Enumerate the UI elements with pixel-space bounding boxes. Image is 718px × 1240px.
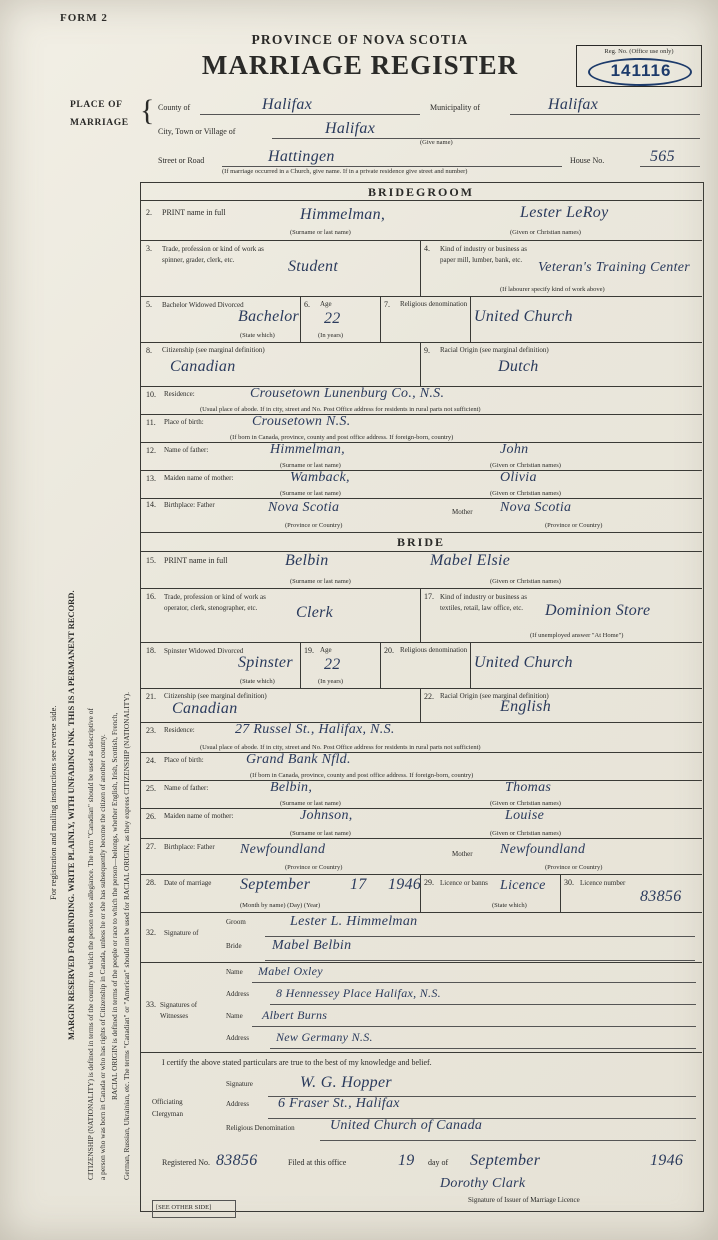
groom-birthplace-value: Crousetown N.S.: [252, 414, 351, 429]
issuer-signature-label: Signature of Issuer of Marriage Licence: [468, 1196, 580, 1204]
witness-label: Signatures of Witnesses: [160, 1001, 198, 1020]
groom-row6-label: Age: [320, 300, 332, 308]
groom-row12-sub-right: (Given or Christian names): [490, 462, 561, 469]
house-no-label: House No.: [570, 156, 605, 165]
groom-row4-label: Kind of industry or business as paper mill, lumber, bank, etc.: [440, 245, 527, 264]
bride-marital-value: Spinster: [238, 654, 293, 671]
groom-father-surname-value: Himmelman,: [270, 442, 345, 457]
bride-row21-num: 21.: [146, 692, 156, 701]
date-day-value: 17: [350, 876, 367, 893]
groom-mother-surname-value: Wamback,: [290, 470, 350, 485]
county-label: County of: [158, 103, 191, 112]
filed-year-value: 1946: [650, 1152, 684, 1169]
bride-row27-sub-right: (Province or Country): [545, 864, 603, 871]
city-label: City, Town or Village of: [158, 127, 236, 136]
licence-label: Licence or banns: [440, 879, 488, 887]
bride-row18-num: 18.: [146, 646, 156, 655]
groom-row2-sub-left: (Surname or last name): [290, 229, 351, 236]
groom-row11-sub: (If born in Canada, province, county and post office address. If foreign-born, country): [230, 434, 454, 441]
witness1-name-value: Mabel Oxley: [258, 964, 323, 978]
bride-racial-origin-value: English: [500, 698, 551, 715]
street-note: (If marriage occurred in a Church, give name. If in a private residence give street and number): [222, 168, 468, 175]
issuer-signature-value: Dorothy Clark: [440, 1176, 526, 1191]
bride-row21-label: Citizenship (see marginal definition): [164, 692, 267, 700]
witness2-address-value: New Germany N.S.: [276, 1030, 373, 1044]
groom-row7-num: 7.: [384, 300, 390, 309]
clergy-address-label: Address: [226, 1100, 249, 1108]
religious-denomination-value: United Church of Canada: [330, 1118, 483, 1133]
groom-row13-sub-right: (Given or Christian names): [490, 490, 561, 497]
signature-num: 32.: [146, 928, 156, 937]
groom-row3-label: Trade, profession or kind of work as spinner, grader, clerk, etc.: [162, 245, 264, 264]
groom-row9-label: Racial Origin (see marginal definition): [440, 346, 549, 354]
groom-row5-sub: (State which): [240, 332, 275, 339]
groom-row14-sub-left: (Province or Country): [285, 522, 343, 529]
place-of-label-2: MARRIAGE: [70, 118, 129, 128]
groom-row7-label: Religious denomination: [400, 300, 468, 308]
bride-row20-num: 20.: [384, 646, 394, 655]
bride-surname-value: Belbin: [285, 552, 329, 569]
signature-bride-value: Mabel Belbin: [272, 938, 352, 953]
bride-mother-given-value: Louise: [505, 808, 545, 823]
groom-racial-origin-value: Dutch: [498, 358, 539, 375]
signature-groom-label: Groom: [226, 918, 246, 926]
bride-birthplace-value: Grand Bank Nfld.: [246, 752, 351, 767]
groom-row12-sub-left: (Surname or last name): [280, 462, 341, 469]
day-of-label: day of: [428, 1158, 449, 1167]
groom-row13-label: Maiden name of mother:: [164, 474, 234, 482]
groom-mother-given-value: Olivia: [500, 470, 537, 485]
groom-marital-value: Bachelor: [238, 308, 300, 325]
bride-row26-sub-left: (Surname or last name): [290, 830, 351, 837]
groom-row6-sub: (In years): [318, 332, 344, 339]
bride-row15-label: PRINT name in full: [164, 556, 228, 565]
bride-row17-label: Kind of industry or business as textiles, retail, law office, etc.: [440, 593, 527, 612]
bride-row19-num: 19.: [304, 646, 314, 655]
filed-month-value: September: [470, 1152, 541, 1169]
place-brace: {: [140, 94, 155, 127]
groom-row8-label: Citizenship (see marginal definition): [162, 346, 265, 354]
bride-row16-num: 16.: [146, 592, 156, 601]
street-label: Street or Road: [158, 156, 205, 165]
groom-row2-label: PRINT name in full: [162, 208, 226, 217]
groom-row8-num: 8.: [146, 346, 152, 355]
bride-row25-label: Name of father:: [164, 784, 209, 792]
margin-instructions: For registration and mailing instructions see reverse side.: [48, 705, 58, 900]
bride-row26-sub-right: (Given or Christian names): [490, 830, 561, 837]
bride-row27-sub-left: (Province or Country): [285, 864, 343, 871]
groom-row6-num: 6.: [304, 300, 310, 309]
bride-row18-sub: (State which): [240, 678, 275, 685]
house-no-value: 565: [650, 148, 675, 165]
groom-row14-label-right: Mother: [452, 508, 473, 516]
registration-number-value: 141116: [610, 61, 672, 80]
groom-surname-value: Himmelman,: [300, 206, 386, 223]
groom-row11-label: Place of birth:: [164, 418, 204, 426]
witness2-name-label: Name: [226, 1012, 243, 1020]
groom-industry-value: Veteran's Training Center: [538, 260, 691, 275]
section-bride: BRIDE: [396, 535, 445, 549]
groom-father-birthplace-value: Nova Scotia: [268, 500, 340, 515]
groom-row10-sub: (Usual place of abode. If in city, street and No. Post Office address for residents in rural parts not sufficient): [200, 406, 481, 413]
groom-row10-num: 10.: [146, 390, 156, 399]
bride-row22-label: Racial Origin (see marginal definition): [440, 692, 549, 700]
margin-citizenship-2: a person who was born in Canada or who has rights of Citizenship in Canada, unless he or she has subsequently become the citizen of another country.: [98, 734, 107, 1180]
bride-row26-num: 26.: [146, 812, 156, 821]
bride-row15-sub-left: (Surname or last name): [290, 578, 351, 585]
bride-row19-label: Age: [320, 646, 332, 654]
groom-mother-birthplace-value: Nova Scotia: [500, 500, 572, 515]
bride-row23-label: Residence:: [164, 726, 195, 734]
street-value: Hattingen: [268, 148, 335, 165]
bride-father-given-value: Thomas: [505, 780, 552, 795]
filed-label: Filed at this office: [288, 1158, 347, 1167]
groom-age-value: 22: [324, 310, 341, 327]
margin-binding-note: MARGIN RESERVED FOR BINDING. WRITE PLAINLY, WITH UNFADING INK. THIS IS A PERMANENT RECORD.: [66, 590, 76, 1040]
groom-trade-value: Student: [288, 258, 339, 275]
groom-row13-sub-left: (Surname or last name): [280, 490, 341, 497]
licence-number-label: Licence number: [580, 879, 626, 887]
county-value: Halifax: [262, 96, 313, 113]
bride-row18-label: Spinster Widowed Divorced: [164, 647, 244, 655]
witness-num: 33.: [146, 1000, 156, 1009]
witness1-address-value: 8 Hennessey Place Halifax, N.S.: [276, 986, 441, 1000]
groom-row11-num: 11.: [146, 418, 156, 427]
groom-row4-sub: (If labourer specify kind of work above): [500, 286, 605, 293]
date-sub: (Month by name) (Day) (Year): [240, 902, 321, 909]
groom-row2-sub-right: (Given or Christian names): [510, 229, 581, 236]
bride-row25-sub-left: (Surname or last name): [280, 800, 341, 807]
city-value: Halifax: [325, 120, 376, 137]
filed-day-value: 19: [398, 1152, 415, 1169]
bride-residence-value: 27 Russel St., Halifax, N.S.: [235, 722, 395, 737]
give-name-note: (Give name): [420, 139, 453, 146]
groom-row4-num: 4.: [424, 244, 430, 253]
date-year-value: 1946: [388, 876, 422, 893]
bride-row15-sub-right: (Given or Christian names): [490, 578, 561, 585]
bride-religion-value: United Church: [474, 654, 573, 671]
witness1-address-label: Address: [226, 990, 249, 998]
bride-row24-label: Place of birth:: [164, 756, 204, 764]
date-month-value: September: [240, 876, 311, 893]
groom-row9-num: 9.: [424, 346, 430, 355]
bride-row25-num: 25.: [146, 784, 156, 793]
groom-residence-value: Crousetown Lunenburg Co., N.S.: [250, 386, 445, 401]
bride-trade-value: Clerk: [296, 604, 334, 621]
province-title: PROVINCE OF NOVA SCOTIA: [251, 32, 469, 47]
bride-age-value: 22: [324, 656, 341, 673]
bride-citizenship-value: Canadian: [172, 700, 238, 717]
groom-row5-label: Bachelor Widowed Divorced: [162, 301, 244, 309]
groom-row14-label: Birthplace: Father: [164, 501, 215, 509]
bride-row27-label-right: Mother: [452, 850, 473, 858]
groom-father-given-value: John: [500, 442, 529, 457]
bride-row23-sub: (Usual place of abode. If in city, street and No. Post Office address for residents in rural parts not sufficient): [200, 744, 481, 751]
licence-number-num: 30.: [564, 878, 574, 887]
bride-row23-num: 23.: [146, 726, 156, 735]
registered-no-value: 83856: [216, 1152, 258, 1169]
clergy-signature-label: Signature: [226, 1080, 253, 1088]
bride-row20-label: Religious denomination: [400, 646, 468, 654]
bride-row22-num: 22.: [424, 692, 434, 701]
municipality-value: Halifax: [548, 96, 599, 113]
clergy-address-value: 6 Fraser St., Halifax: [278, 1096, 400, 1111]
bride-father-birthplace-value: Newfoundland: [240, 842, 326, 857]
certify-text: I certify the above stated particulars are true to the best of my knowledge and belief.: [162, 1058, 432, 1067]
place-of-label-1: PLACE OF: [70, 100, 123, 110]
section-bridegroom: BRIDEGROOM: [367, 185, 474, 199]
groom-row5-num: 5.: [146, 300, 152, 309]
bride-row27-num: 27.: [146, 842, 156, 851]
main-title: MARRIAGE REGISTER: [201, 50, 519, 80]
groom-givenname-value: Lester LeRoy: [520, 204, 609, 221]
registration-number-label: Reg. No. (Office use only): [604, 48, 674, 55]
officiating-label-1: Officiating: [152, 1098, 183, 1106]
officiating-label-2: Clergyman: [152, 1110, 183, 1118]
groom-row12-label: Name of father:: [164, 446, 209, 454]
bride-mother-surname-value: Johnson,: [300, 808, 353, 823]
date-label: Date of marriage: [164, 879, 212, 887]
licence-sub: (State which): [492, 902, 527, 909]
groom-citizenship-value: Canadian: [170, 358, 236, 375]
licence-value: Licence: [500, 878, 546, 893]
witness2-name-value: Albert Burns: [262, 1008, 328, 1022]
groom-row14-sub-right: (Province or Country): [545, 522, 603, 529]
bride-row19-sub: (In years): [318, 678, 344, 685]
signature-bride-label: Bride: [226, 942, 242, 950]
bride-row24-num: 24.: [146, 756, 156, 765]
licence-number-value: 83856: [640, 888, 682, 905]
signature-label: Signature of: [164, 929, 199, 937]
groom-religion-value: United Church: [474, 308, 573, 325]
groom-row13-num: 13.: [146, 474, 156, 483]
municipality-label: Municipality of: [430, 103, 480, 112]
bride-row24-sub: (If born in Canada, province, county and post office address. If foreign-born, country): [250, 772, 474, 779]
bride-row17-sub: (If unemployed answer "At Home"): [530, 632, 624, 639]
bride-row26-label: Maiden name of mother:: [164, 812, 234, 820]
margin-racial-origin-2: German, Russian, Ukrainian, etc. The terms "Canadian" or "American" should not be used for RACIAL ORIGIN, as they express CITIZENSHIP (NATIONALITY).: [122, 692, 131, 1180]
groom-row10-label: Residence:: [164, 390, 195, 398]
margin-racial-origin-1: RACIAL ORIGIN is defined in terms of the people or race to which the person—belongs, whether English, Irish, Scottish, French,: [110, 712, 119, 1100]
bride-mother-birthplace-value: Newfoundland: [500, 842, 586, 857]
bride-row15-num: 15.: [146, 556, 156, 565]
groom-row14-num: 14.: [146, 500, 156, 509]
bride-row25-sub-right: (Given or Christian names): [490, 800, 561, 807]
bride-industry-value: Dominion Store: [545, 602, 651, 619]
witness1-name-label: Name: [226, 968, 243, 976]
bride-row17-num: 17.: [424, 592, 434, 601]
licence-num: 29.: [424, 878, 434, 887]
form-number: FORM 2: [60, 12, 108, 24]
bride-givenname-value: Mabel Elsie: [430, 552, 511, 569]
see-other-side: [SEE OTHER SIDE]: [156, 1204, 212, 1211]
groom-row12-num: 12.: [146, 446, 156, 455]
registered-no-label: Registered No.: [162, 1158, 210, 1167]
bride-father-surname-value: Belbin,: [270, 780, 313, 795]
bride-row27-label: Birthplace: Father: [164, 843, 215, 851]
clergy-signature-value: W. G. Hopper: [300, 1074, 392, 1091]
bride-row16-label: Trade, profession or kind of work as operator, clerk, stenographer, etc.: [164, 593, 266, 612]
groom-row3-num: 3.: [146, 244, 152, 253]
date-num: 28.: [146, 878, 156, 887]
signature-groom-value: Lester L. Himmelman: [290, 914, 418, 929]
margin-citizenship-1: CITIZENSHIP (NATIONALITY) is defined in terms of the country to which the person owes allegiance. The term "Canadian" should be used as descriptive of: [86, 708, 95, 1180]
groom-row2-num: 2.: [146, 208, 152, 217]
religious-denomination-label: Religious Denomination: [226, 1124, 295, 1132]
witness2-address-label: Address: [226, 1034, 249, 1042]
